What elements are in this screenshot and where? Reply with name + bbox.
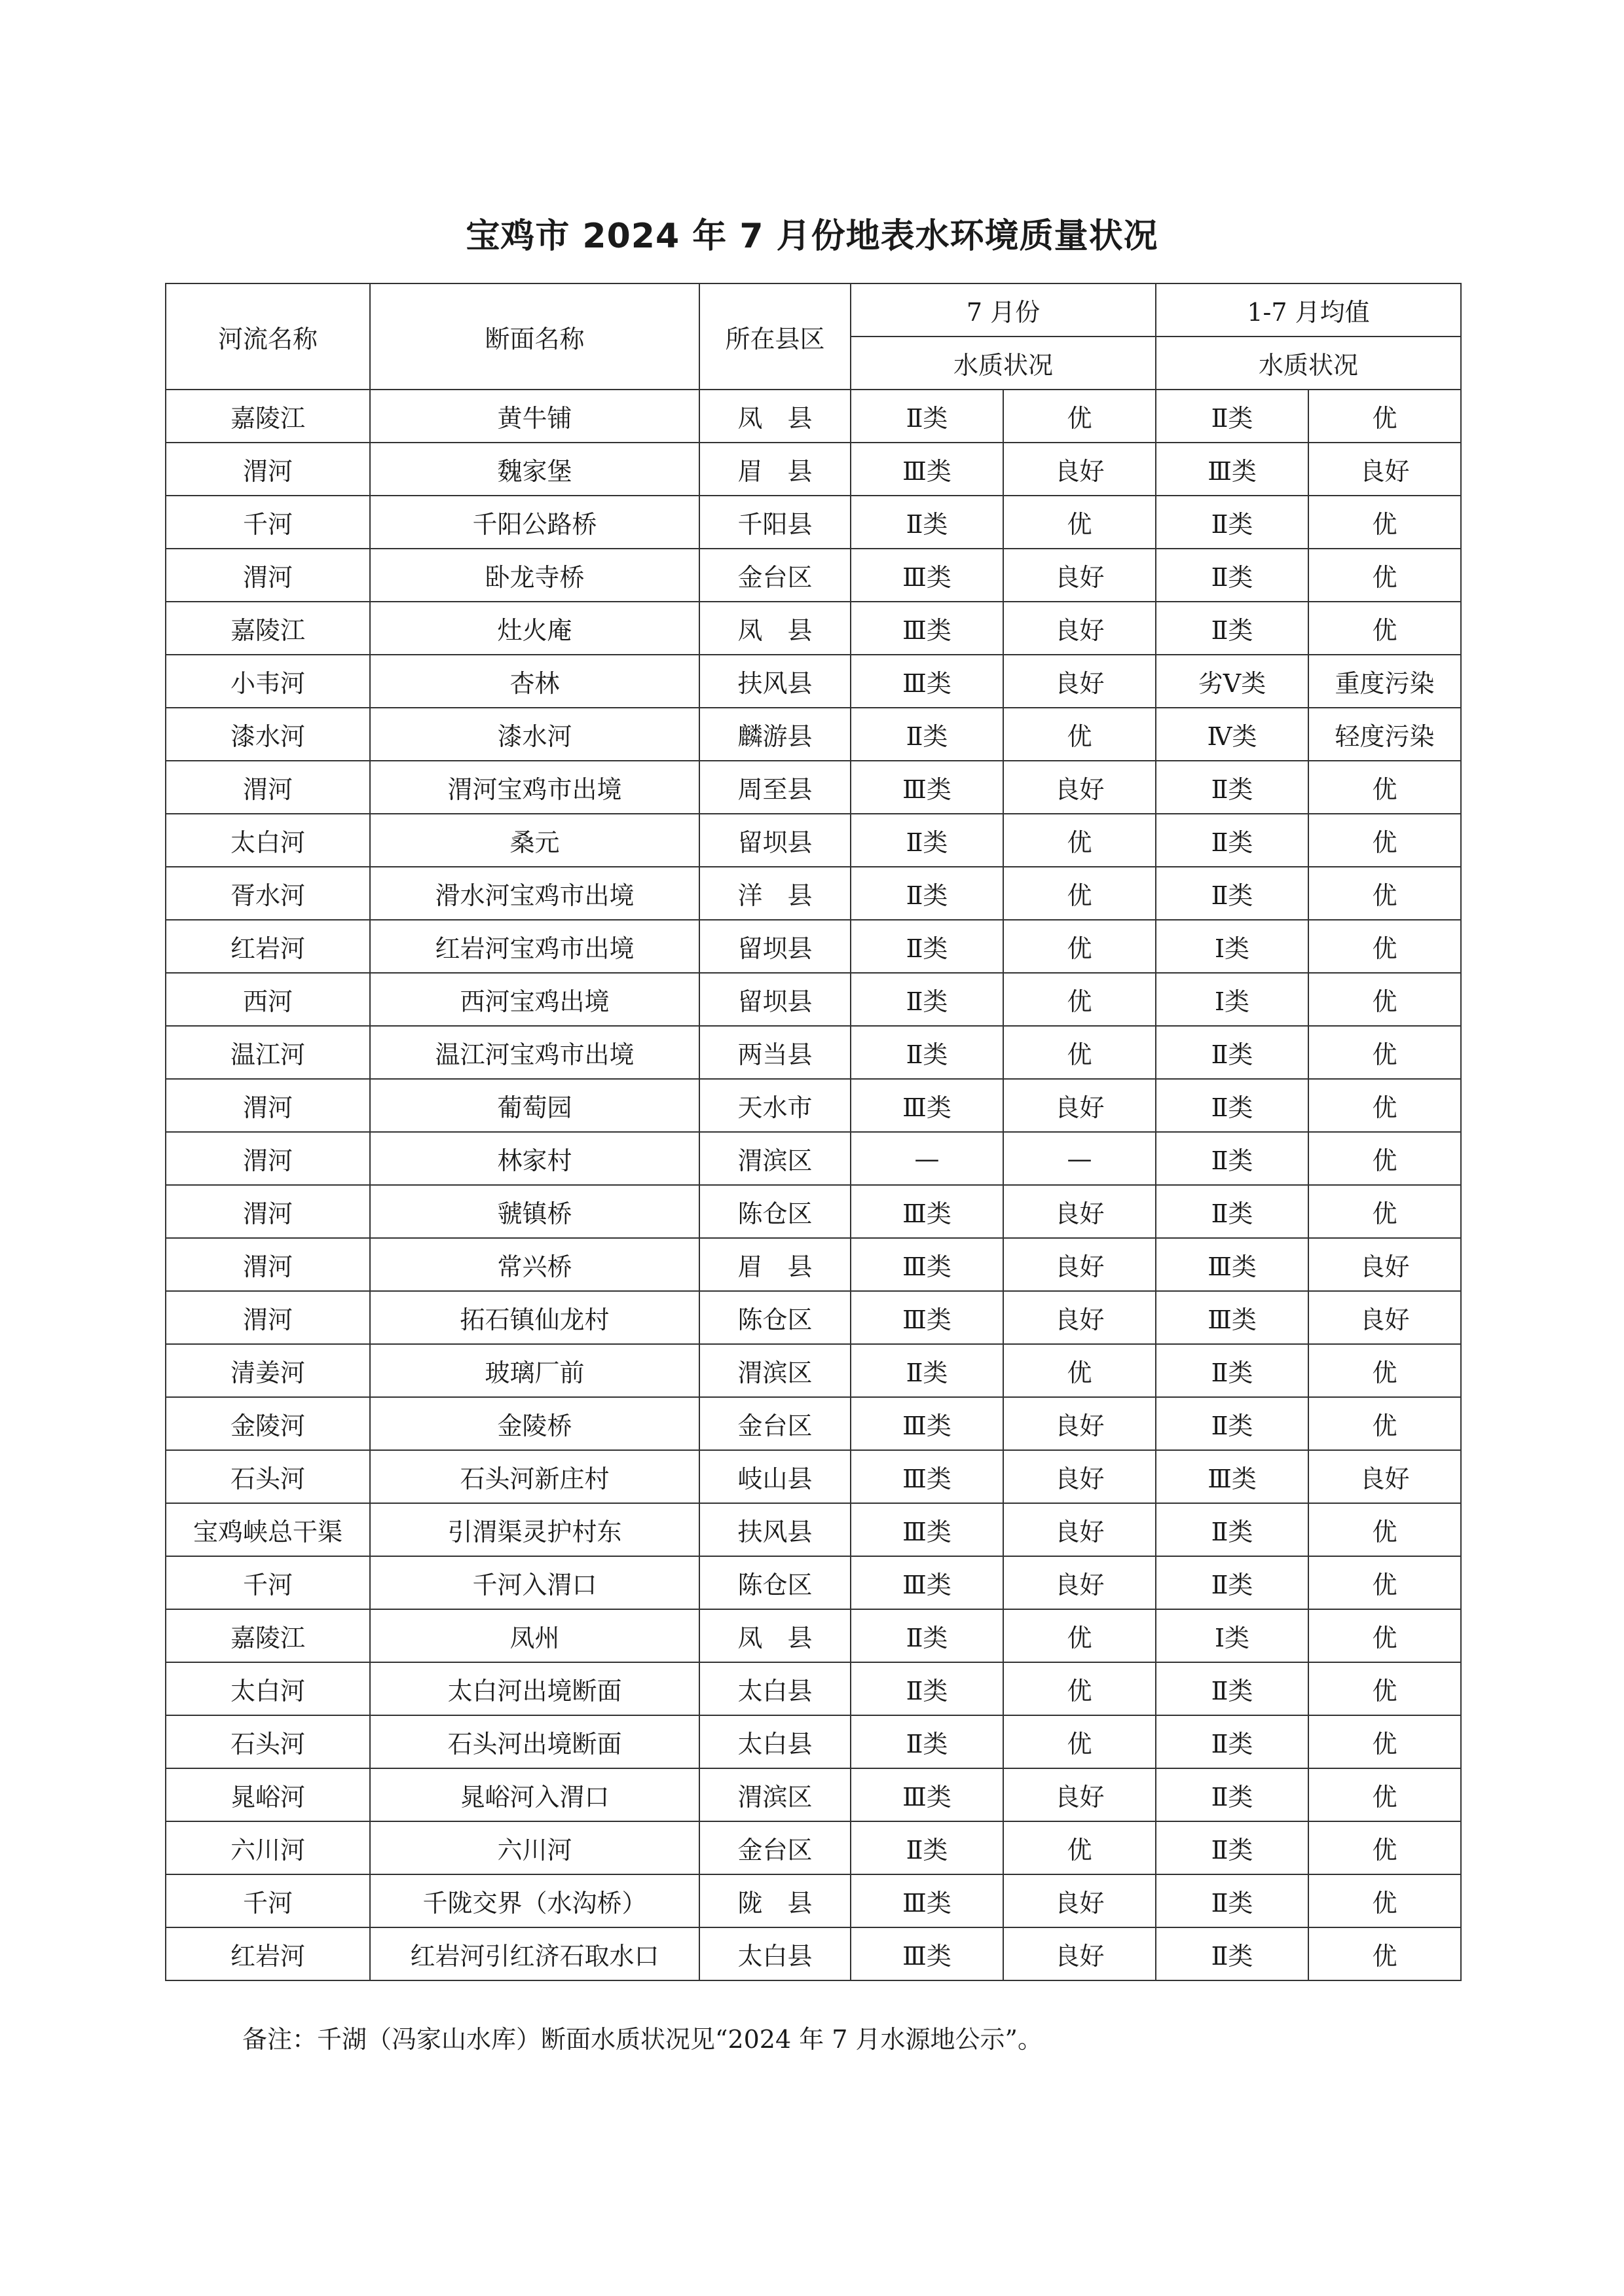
table-row <box>166 1238 1461 1291</box>
average-status-cell: 优 <box>1308 1503 1461 1556</box>
river-name-cell: 嘉陵江 <box>166 390 370 443</box>
average-status-cell: 优 <box>1308 1344 1461 1397</box>
river-name-cell: 漆水河 <box>166 708 370 761</box>
table-row <box>166 549 1461 602</box>
county-cell: 渭滨区 <box>699 1768 851 1821</box>
section-name-cell: 魏家堡 <box>370 443 699 496</box>
average-status-cell: 优 <box>1308 920 1461 973</box>
average-status-cell: 优 <box>1308 973 1461 1026</box>
section-name-cell: 千陇交界（水沟桥） <box>370 1874 699 1927</box>
month-class-cell: Ⅱ类 <box>851 1715 1003 1768</box>
county-cell: 洋 县 <box>699 867 851 920</box>
table-row <box>166 761 1461 814</box>
average-status-cell: 优 <box>1308 602 1461 655</box>
footnote: 备注：千湖（冯家山水库）断面水质状况见“2024 年 7 月水源地公示”。 <box>242 2025 1043 2054</box>
table-row <box>166 708 1461 761</box>
average-class-cell: Ⅱ类 <box>1156 1715 1308 1768</box>
average-class-cell: Ⅱ类 <box>1156 496 1308 549</box>
river-name-cell: 晁峪河 <box>166 1768 370 1821</box>
month-class-cell: Ⅲ类 <box>851 1556 1003 1609</box>
river-name-cell: 胥水河 <box>166 867 370 920</box>
table-row <box>166 1185 1461 1238</box>
average-class-cell: 劣Ⅴ类 <box>1156 655 1308 708</box>
county-cell: 扶风县 <box>699 1503 851 1556</box>
section-name-cell: 红岩河引红济石取水口 <box>370 1927 699 1980</box>
month-class-cell: Ⅲ类 <box>851 655 1003 708</box>
county-cell: 千阳县 <box>699 496 851 549</box>
month-status-cell: 优 <box>1003 1715 1156 1768</box>
section-name-cell: 拓石镇仙龙村 <box>370 1291 699 1344</box>
header-river: 河流名称 <box>166 283 370 390</box>
table-row <box>166 1768 1461 1821</box>
average-status-cell: 优 <box>1308 1132 1461 1185</box>
average-class-cell: Ⅱ类 <box>1156 1662 1308 1715</box>
month-class-cell: Ⅱ类 <box>851 1026 1003 1079</box>
section-name-cell: 杏林 <box>370 655 699 708</box>
county-cell: 岐山县 <box>699 1450 851 1503</box>
river-name-cell: 宝鸡峡总干渠 <box>166 1503 370 1556</box>
header-section: 断面名称 <box>370 283 699 390</box>
river-name-cell: 金陵河 <box>166 1397 370 1450</box>
month-class-cell: Ⅲ类 <box>851 1238 1003 1291</box>
table-body <box>166 390 1461 1980</box>
county-cell: 渭滨区 <box>699 1132 851 1185</box>
average-class-cell: Ⅱ类 <box>1156 1874 1308 1927</box>
section-name-cell: 六川河 <box>370 1821 699 1874</box>
county-cell: 凤 县 <box>699 602 851 655</box>
river-name-cell: 西河 <box>166 973 370 1026</box>
table-row <box>166 920 1461 973</box>
month-status-cell: 优 <box>1003 496 1156 549</box>
month-class-cell: Ⅱ类 <box>851 390 1003 443</box>
month-class-cell: Ⅱ类 <box>851 814 1003 867</box>
month-status-cell: 良好 <box>1003 655 1156 708</box>
month-class-cell: Ⅱ类 <box>851 1662 1003 1715</box>
month-status-cell: 良好 <box>1003 443 1156 496</box>
month-class-cell: Ⅲ类 <box>851 602 1003 655</box>
average-status-cell: 优 <box>1308 1556 1461 1609</box>
month-status-cell: 优 <box>1003 1662 1156 1715</box>
average-class-cell: Ⅱ类 <box>1156 1132 1308 1185</box>
month-status-cell: — <box>1003 1132 1156 1185</box>
river-name-cell: 小韦河 <box>166 655 370 708</box>
header-month: 7 月份 <box>851 283 1156 337</box>
month-class-cell: Ⅱ类 <box>851 708 1003 761</box>
section-name-cell: 桑元 <box>370 814 699 867</box>
section-name-cell: 红岩河宝鸡市出境 <box>370 920 699 973</box>
section-name-cell: 金陵桥 <box>370 1397 699 1450</box>
section-name-cell: 千阳公路桥 <box>370 496 699 549</box>
section-name-cell: 千河入渭口 <box>370 1556 699 1609</box>
section-name-cell: 虢镇桥 <box>370 1185 699 1238</box>
table-row <box>166 814 1461 867</box>
section-name-cell: 常兴桥 <box>370 1238 699 1291</box>
table-row <box>166 1662 1461 1715</box>
river-name-cell: 渭河 <box>166 1079 370 1132</box>
average-status-cell: 优 <box>1308 867 1461 920</box>
month-class-cell: Ⅲ类 <box>851 1768 1003 1821</box>
average-status-cell: 优 <box>1308 496 1461 549</box>
month-status-cell: 良好 <box>1003 1238 1156 1291</box>
table-row <box>166 1874 1461 1927</box>
average-status-cell: 良好 <box>1308 1450 1461 1503</box>
month-class-cell: Ⅲ类 <box>851 1503 1003 1556</box>
month-status-cell: 优 <box>1003 1026 1156 1079</box>
average-status-cell: 优 <box>1308 390 1461 443</box>
average-status-cell: 优 <box>1308 1927 1461 1980</box>
county-cell: 麟游县 <box>699 708 851 761</box>
average-class-cell: Ⅱ类 <box>1156 867 1308 920</box>
county-cell: 留坝县 <box>699 814 851 867</box>
month-status-cell: 优 <box>1003 1821 1156 1874</box>
month-status-cell: 优 <box>1003 814 1156 867</box>
month-status-cell: 良好 <box>1003 1397 1156 1450</box>
average-class-cell: Ⅱ类 <box>1156 1397 1308 1450</box>
table-row <box>166 1821 1461 1874</box>
county-cell: 金台区 <box>699 549 851 602</box>
table-row <box>166 1609 1461 1662</box>
average-status-cell: 优 <box>1308 1662 1461 1715</box>
river-name-cell: 太白河 <box>166 814 370 867</box>
month-status-cell: 良好 <box>1003 1556 1156 1609</box>
average-status-cell: 良好 <box>1308 1238 1461 1291</box>
month-class-cell: Ⅱ类 <box>851 1344 1003 1397</box>
section-name-cell: 引渭渠灵护村东 <box>370 1503 699 1556</box>
table-row <box>166 1450 1461 1503</box>
average-status-cell: 优 <box>1308 814 1461 867</box>
month-class-cell: Ⅱ类 <box>851 973 1003 1026</box>
month-status-cell: 优 <box>1003 1609 1156 1662</box>
section-name-cell: 石头河出境断面 <box>370 1715 699 1768</box>
month-class-cell: Ⅲ类 <box>851 1185 1003 1238</box>
header-average: 1-7 月均值 <box>1156 283 1461 337</box>
month-class-cell: Ⅱ类 <box>851 1609 1003 1662</box>
average-class-cell: Ⅱ类 <box>1156 1079 1308 1132</box>
header-average-status: 水质状况 <box>1156 337 1461 390</box>
table-row <box>166 1291 1461 1344</box>
month-class-cell: Ⅱ类 <box>851 920 1003 973</box>
table-row <box>166 973 1461 1026</box>
table-row <box>166 496 1461 549</box>
section-name-cell: 卧龙寺桥 <box>370 549 699 602</box>
average-class-cell: Ⅱ类 <box>1156 1185 1308 1238</box>
river-name-cell: 红岩河 <box>166 1927 370 1980</box>
section-name-cell: 黄牛铺 <box>370 390 699 443</box>
average-status-cell: 优 <box>1308 1821 1461 1874</box>
county-cell: 凤 县 <box>699 390 851 443</box>
county-cell: 金台区 <box>699 1397 851 1450</box>
county-cell: 太白县 <box>699 1662 851 1715</box>
section-name-cell: 滑水河宝鸡市出境 <box>370 867 699 920</box>
average-status-cell: 优 <box>1308 1079 1461 1132</box>
river-name-cell: 渭河 <box>166 1185 370 1238</box>
month-class-cell: Ⅲ类 <box>851 1874 1003 1927</box>
table-row <box>166 1026 1461 1079</box>
month-status-cell: 优 <box>1003 867 1156 920</box>
river-name-cell: 千河 <box>166 1556 370 1609</box>
county-cell: 留坝县 <box>699 973 851 1026</box>
river-name-cell: 渭河 <box>166 549 370 602</box>
table-row <box>166 1397 1461 1450</box>
section-name-cell: 西河宝鸡出境 <box>370 973 699 1026</box>
average-class-cell: Ⅰ类 <box>1156 920 1308 973</box>
average-status-cell: 优 <box>1308 1397 1461 1450</box>
county-cell: 眉 县 <box>699 1238 851 1291</box>
section-name-cell: 晁峪河入渭口 <box>370 1768 699 1821</box>
county-cell: 周至县 <box>699 761 851 814</box>
month-status-cell: 良好 <box>1003 602 1156 655</box>
county-cell: 陈仓区 <box>699 1556 851 1609</box>
river-name-cell: 渭河 <box>166 761 370 814</box>
river-name-cell: 石头河 <box>166 1715 370 1768</box>
month-class-cell: Ⅱ类 <box>851 867 1003 920</box>
month-status-cell: 良好 <box>1003 1079 1156 1132</box>
river-name-cell: 六川河 <box>166 1821 370 1874</box>
table-row <box>166 867 1461 920</box>
river-name-cell: 渭河 <box>166 443 370 496</box>
river-name-cell: 太白河 <box>166 1662 370 1715</box>
section-name-cell: 玻璃厂前 <box>370 1344 699 1397</box>
river-name-cell: 千河 <box>166 1874 370 1927</box>
river-name-cell: 嘉陵江 <box>166 602 370 655</box>
county-cell: 眉 县 <box>699 443 851 496</box>
month-class-cell: — <box>851 1132 1003 1185</box>
table-row <box>166 602 1461 655</box>
average-class-cell: Ⅰ类 <box>1156 973 1308 1026</box>
month-status-cell: 优 <box>1003 390 1156 443</box>
average-class-cell: Ⅲ类 <box>1156 1238 1308 1291</box>
county-cell: 凤 县 <box>699 1609 851 1662</box>
month-status-cell: 优 <box>1003 973 1156 1026</box>
average-status-cell: 优 <box>1308 1185 1461 1238</box>
county-cell: 金台区 <box>699 1821 851 1874</box>
header-month-status: 水质状况 <box>851 337 1156 390</box>
table-header <box>166 283 1461 390</box>
month-class-cell: Ⅲ类 <box>851 761 1003 814</box>
average-class-cell: Ⅱ类 <box>1156 390 1308 443</box>
month-status-cell: 良好 <box>1003 549 1156 602</box>
county-cell: 太白县 <box>699 1927 851 1980</box>
month-status-cell: 良好 <box>1003 1291 1156 1344</box>
table-row <box>166 1079 1461 1132</box>
month-status-cell: 良好 <box>1003 761 1156 814</box>
average-status-cell: 优 <box>1308 549 1461 602</box>
average-class-cell: Ⅳ类 <box>1156 708 1308 761</box>
month-class-cell: Ⅲ类 <box>851 1450 1003 1503</box>
average-status-cell: 轻度污染 <box>1308 708 1461 761</box>
month-status-cell: 良好 <box>1003 1503 1156 1556</box>
section-name-cell: 漆水河 <box>370 708 699 761</box>
county-cell: 留坝县 <box>699 920 851 973</box>
average-class-cell: Ⅱ类 <box>1156 549 1308 602</box>
average-status-cell: 良好 <box>1308 443 1461 496</box>
average-class-cell: Ⅱ类 <box>1156 1927 1308 1980</box>
average-status-cell: 重度污染 <box>1308 655 1461 708</box>
month-class-cell: Ⅲ类 <box>851 1927 1003 1980</box>
county-cell: 陈仓区 <box>699 1185 851 1238</box>
average-status-cell: 优 <box>1308 1609 1461 1662</box>
month-class-cell: Ⅲ类 <box>851 1079 1003 1132</box>
section-name-cell: 林家村 <box>370 1132 699 1185</box>
section-name-cell: 葡萄园 <box>370 1079 699 1132</box>
table-row <box>166 1132 1461 1185</box>
month-class-cell: Ⅱ类 <box>851 496 1003 549</box>
average-status-cell: 优 <box>1308 1026 1461 1079</box>
county-cell: 天水市 <box>699 1079 851 1132</box>
month-status-cell: 优 <box>1003 920 1156 973</box>
month-class-cell: Ⅲ类 <box>851 549 1003 602</box>
table-row <box>166 1927 1461 1980</box>
average-class-cell: Ⅱ类 <box>1156 1821 1308 1874</box>
river-name-cell: 石头河 <box>166 1450 370 1503</box>
average-class-cell: Ⅱ类 <box>1156 1503 1308 1556</box>
average-class-cell: Ⅱ类 <box>1156 814 1308 867</box>
river-name-cell: 渭河 <box>166 1291 370 1344</box>
average-status-cell: 优 <box>1308 1715 1461 1768</box>
month-status-cell: 良好 <box>1003 1450 1156 1503</box>
table-row <box>166 443 1461 496</box>
section-name-cell: 灶火庵 <box>370 602 699 655</box>
average-class-cell: Ⅱ类 <box>1156 602 1308 655</box>
month-status-cell: 良好 <box>1003 1927 1156 1980</box>
month-class-cell: Ⅲ类 <box>851 1397 1003 1450</box>
average-class-cell: Ⅱ类 <box>1156 1026 1308 1079</box>
county-cell: 陈仓区 <box>699 1291 851 1344</box>
page-title: 宝鸡市 2024 年 7 月份地表水环境质量状况 <box>466 217 1158 256</box>
month-class-cell: Ⅲ类 <box>851 1291 1003 1344</box>
county-cell: 渭滨区 <box>699 1344 851 1397</box>
county-cell: 陇 县 <box>699 1874 851 1927</box>
average-class-cell: Ⅲ类 <box>1156 1450 1308 1503</box>
section-name-cell: 凤州 <box>370 1609 699 1662</box>
table-row <box>166 1556 1461 1609</box>
average-class-cell: Ⅱ类 <box>1156 1768 1308 1821</box>
header-county: 所在县区 <box>699 283 851 390</box>
table-row <box>166 655 1461 708</box>
average-class-cell: Ⅲ类 <box>1156 443 1308 496</box>
county-cell: 扶风县 <box>699 655 851 708</box>
river-name-cell: 嘉陵江 <box>166 1609 370 1662</box>
county-cell: 太白县 <box>699 1715 851 1768</box>
average-class-cell: Ⅱ类 <box>1156 1556 1308 1609</box>
table-row <box>166 1344 1461 1397</box>
river-name-cell: 千河 <box>166 496 370 549</box>
average-class-cell: Ⅱ类 <box>1156 761 1308 814</box>
table-row <box>166 1503 1461 1556</box>
average-class-cell: Ⅱ类 <box>1156 1344 1308 1397</box>
river-name-cell: 温江河 <box>166 1026 370 1079</box>
table-row <box>166 1715 1461 1768</box>
section-name-cell: 太白河出境断面 <box>370 1662 699 1715</box>
month-class-cell: Ⅲ类 <box>851 443 1003 496</box>
average-status-cell: 优 <box>1308 761 1461 814</box>
month-status-cell: 优 <box>1003 708 1156 761</box>
section-name-cell: 渭河宝鸡市出境 <box>370 761 699 814</box>
section-name-cell: 石头河新庄村 <box>370 1450 699 1503</box>
month-status-cell: 良好 <box>1003 1185 1156 1238</box>
river-name-cell: 渭河 <box>166 1132 370 1185</box>
average-class-cell: Ⅰ类 <box>1156 1609 1308 1662</box>
average-class-cell: Ⅲ类 <box>1156 1291 1308 1344</box>
table-row <box>166 390 1461 443</box>
river-name-cell: 清姜河 <box>166 1344 370 1397</box>
month-status-cell: 良好 <box>1003 1768 1156 1821</box>
month-class-cell: Ⅱ类 <box>851 1821 1003 1874</box>
river-name-cell: 渭河 <box>166 1238 370 1291</box>
water-quality-table <box>165 283 1462 1981</box>
section-name-cell: 温江河宝鸡市出境 <box>370 1026 699 1079</box>
month-status-cell: 优 <box>1003 1344 1156 1397</box>
average-status-cell: 良好 <box>1308 1291 1461 1344</box>
average-status-cell: 优 <box>1308 1874 1461 1927</box>
river-name-cell: 红岩河 <box>166 920 370 973</box>
county-cell: 两当县 <box>699 1026 851 1079</box>
month-status-cell: 良好 <box>1003 1874 1156 1927</box>
average-status-cell: 优 <box>1308 1768 1461 1821</box>
